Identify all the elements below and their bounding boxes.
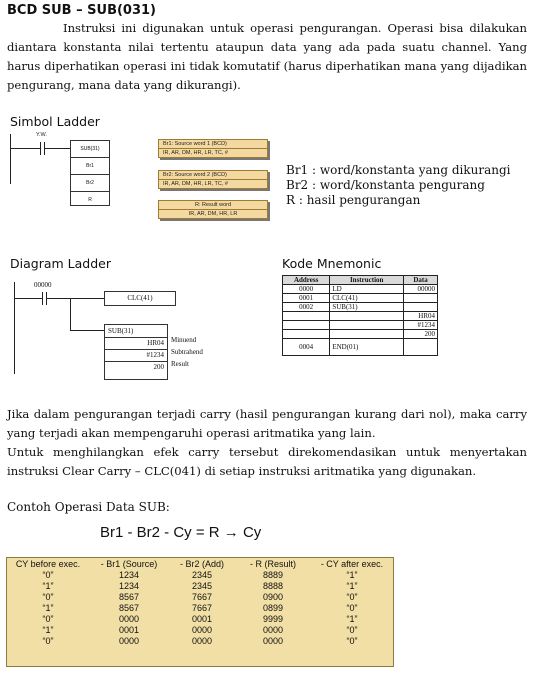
label-subtrahend: Subtrahend bbox=[171, 348, 203, 356]
table-row: “1” 0001 0000 0000 “0” bbox=[42, 625, 358, 635]
simbol-ladder-diagram bbox=[10, 130, 120, 215]
table-row: 200 bbox=[283, 330, 438, 339]
table-row: #1234 bbox=[283, 321, 438, 330]
carry-paragraph-2: Untuk menghilangkan efek carry tersebut direkomendasikan untuk menyertakan instruksi Clear Carry – CLC(041) di setiap instruksi aritmatika yang digunakan. bbox=[7, 445, 527, 478]
mnemonic-header: Data bbox=[404, 276, 438, 285]
simbol-ladder-heading: Simbol Ladder bbox=[10, 114, 100, 129]
kode-mnemonic-heading: Kode Mnemonic bbox=[282, 256, 382, 271]
table-row: 0004 END(01) bbox=[283, 339, 438, 356]
table-row: “0” 0000 0001 9999 “1” bbox=[42, 614, 358, 624]
legend-br1: Br1 : word/konstanta yang dikurangi bbox=[286, 163, 511, 177]
carry-example-table bbox=[6, 557, 394, 667]
operand-box-r: R: Result word IR, AR, DM, HR, LR bbox=[158, 200, 268, 219]
table-row: 0000 LD 00000 bbox=[283, 285, 438, 294]
carry-paragraph: Jika dalam pengurangan terjadi carry (hasil pengurangan kurang dari nol), maka carry yang terjadi akan mempengaruhi operasi aritmatika yang lain. bbox=[7, 407, 527, 440]
contoh-heading: Contoh Operasi Data SUB: bbox=[7, 500, 170, 514]
table-row: “0” 8567 7667 0900 “0” bbox=[42, 592, 358, 602]
diagram-row-minuend: HR04 bbox=[105, 338, 167, 350]
intro-text: Instruksi ini digunakan untuk operasi pengurangan. Operasi bisa dilakukan diantara konstanta nilai tertentu ataupun data yang ada pada suatu channel. Yang harus diperhatikan operasi ini tidak komutatif (harus diperhatikan mana yang dijadikan pengurang, mana data yang dikurangi). bbox=[7, 21, 527, 92]
diagram-row-subtrahend: #1234 bbox=[105, 350, 167, 362]
table-row: “0” 0000 0000 0000 “0” bbox=[42, 636, 358, 646]
label-result: Result bbox=[171, 360, 189, 368]
box-cell-br1: Br1 bbox=[71, 158, 109, 175]
legend-br2: Br2 : word/konstanta pengurang bbox=[286, 178, 485, 192]
legend-r: R : hasil pengurangan bbox=[286, 193, 421, 207]
mnemonic-header: Instruction bbox=[330, 276, 404, 285]
mnemonic-table bbox=[282, 275, 438, 356]
box-cell-br2: Br2 bbox=[71, 175, 109, 192]
operand-box-br1: Br1: Source word 1 (BCD) IR, AR, DM, HR, LR, TC, # bbox=[158, 139, 268, 158]
box-cell-r: R bbox=[88, 197, 92, 203]
diagram-sub-box: SUB(31) HR04 #1234 200 bbox=[104, 324, 168, 380]
diagram-ladder-heading: Diagram Ladder bbox=[10, 256, 111, 271]
page-title: BCD SUB – SUB(031) bbox=[7, 3, 156, 18]
label-minuend: Minuend bbox=[171, 336, 197, 344]
diagram-row-result: 200 bbox=[153, 363, 164, 371]
operand-legend bbox=[286, 163, 511, 208]
table-row: “1” 1234 2345 8888 “1” bbox=[42, 581, 358, 591]
table-row: 0002 SUB(31) bbox=[283, 303, 438, 312]
box-cell-sub: SUB(31) bbox=[71, 141, 109, 158]
sub-instruction-box bbox=[70, 140, 110, 206]
diagram-contact-label: 00000 bbox=[34, 281, 52, 289]
table-row: HR04 bbox=[283, 312, 438, 321]
formula: Br1 - Br2 - Cy = R → Cy bbox=[100, 524, 262, 541]
intro-paragraph bbox=[7, 19, 527, 95]
operand-box-br2: Br2: Source word 2 (BCD) IR, AR, DM, HR, LR, TC, # bbox=[158, 170, 268, 189]
table-row: 0001 CLC(41) bbox=[283, 294, 438, 303]
diagram-ladder bbox=[10, 278, 250, 388]
table-header-row: CY before exec. - Br1 (Source) - Br2 (Add) - R (Result) - CY after exec. bbox=[15, 558, 384, 569]
contact-label: Y.W. bbox=[36, 132, 47, 138]
clc-box: CLC(41) bbox=[104, 291, 176, 306]
table-row: “1” 8567 7667 0899 “0” bbox=[42, 603, 358, 613]
mnemonic-header: Address bbox=[283, 276, 330, 285]
table-row: “0” 1234 2345 8889 “1” bbox=[42, 570, 358, 580]
